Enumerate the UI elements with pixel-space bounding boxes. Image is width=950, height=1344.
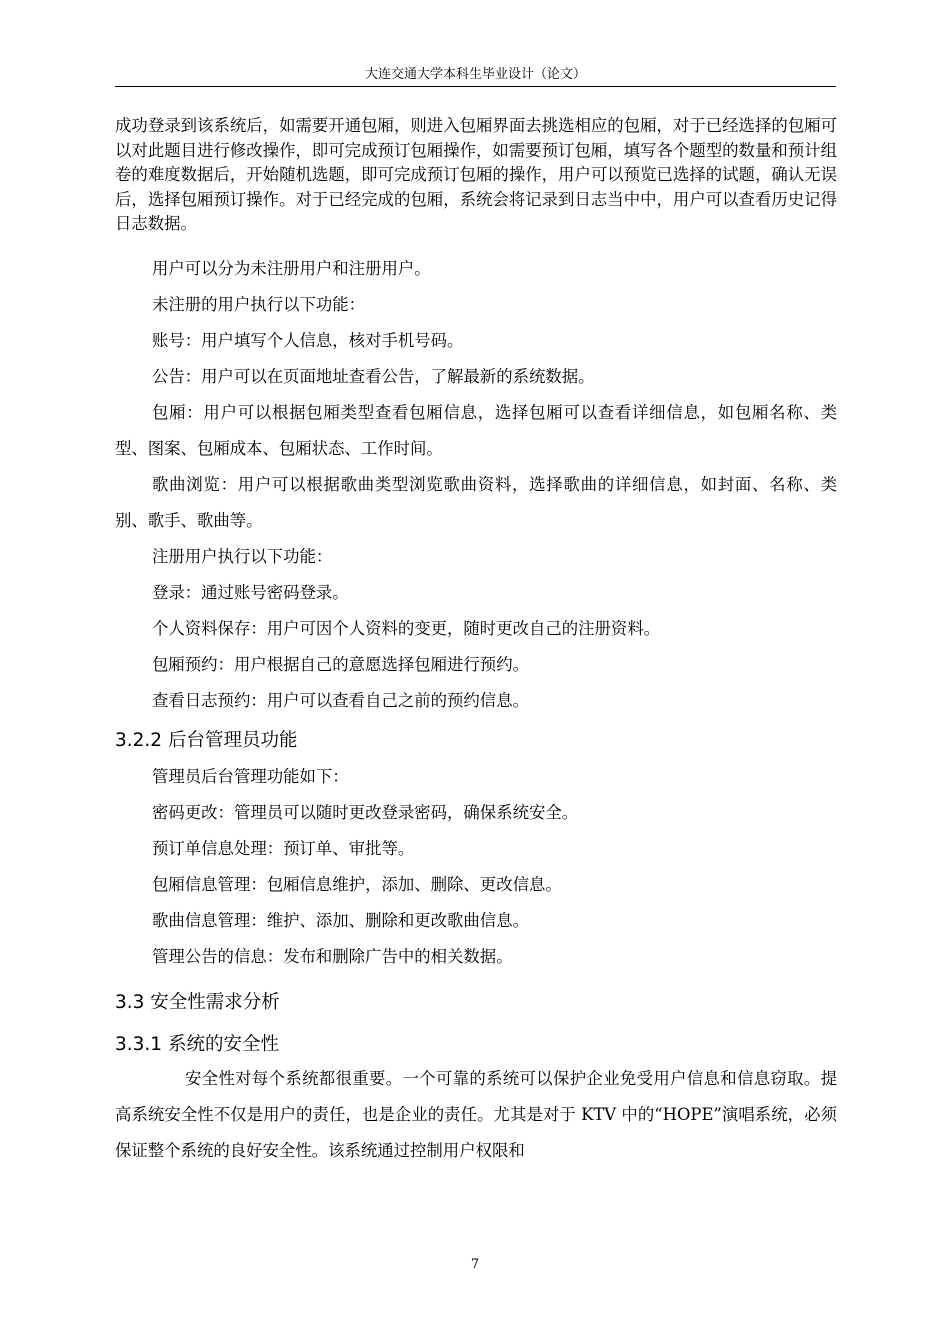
section-heading-admin: 3.2.2 后台管理员功能 xyxy=(115,729,298,751)
paragraph-announcement-management: 管理公告的信息：发布和删除广告中的相关数据。 xyxy=(152,946,513,966)
paragraph-room: 包厢：用户可以根据包厢类型查看包厢信息，选择包厢可以查看详细信息，如包厢名称、类型、图案、包厢成本、包厢状态、工作时间。 xyxy=(115,402,837,458)
paragraph-view-log: 查看日志预约：用户可以查看自己之前的预约信息。 xyxy=(152,690,529,710)
paragraph-profile: 个人资料保存：用户可因个人资料的变更，随时更改自己的注册资料。 xyxy=(152,618,661,638)
paragraph-registered-functions: 注册用户执行以下功能： xyxy=(152,546,333,566)
paragraph-password-change: 密码更改：管理员可以随时更改登录密码，确保系统安全。 xyxy=(152,802,579,822)
paragraph-song-browse: 歌曲浏览：用户可以根据歌曲类型浏览歌曲资料，选择歌曲的详细信息，如封面、名称、类别、歌手、歌曲等。 xyxy=(115,474,837,530)
paragraph-user-types: 用户可以分为未注册用户和注册用户。 xyxy=(152,258,431,278)
section-heading-system-security: 3.3.1 系统的安全性 xyxy=(115,1033,279,1055)
page-number: 7 xyxy=(470,1257,480,1272)
page-body xyxy=(115,114,837,1169)
paragraph-login: 登录：通过账号密码登录。 xyxy=(152,582,349,602)
section-heading-security: 3.3 安全性需求分析 xyxy=(115,991,280,1013)
paragraph-song-management: 歌曲信息管理：维护、添加、删除和更改歌曲信息。 xyxy=(152,910,529,930)
paragraph-room-management: 包厢信息管理：包厢信息维护，添加、删除、更改信息。 xyxy=(152,874,562,894)
paragraph-order-processing: 预订单信息处理：预订单、审批等。 xyxy=(152,838,415,858)
intro-paragraph: 成功登录到该系统后，如需要开通包厢，则进入包厢界面去挑选相应的包厢，对于已经选择的包厢可以对此题目进行修改操作，即可完成预订包厢操作，如需要预订包厢，填写各个题型的数量和预计组卷的难度数据后，开始随机选题，即可完成预订包厢的操作，用户可以预览已选择的试题，确认无误后，选择包厢预订操作。对于已经完成的包厢，系统会将记录到日志当中中，用户可以查看历史记得日志数据。 xyxy=(115,116,837,234)
paragraph-admin-intro: 管理员后台管理功能如下： xyxy=(152,766,349,786)
paragraph-account: 账号：用户填写个人信息，核对手机号码。 xyxy=(152,330,464,350)
paragraph-announcement: 公告：用户可以在页面地址查看公告，了解最新的系统数据。 xyxy=(152,366,595,386)
paragraph-security: 安全性对每个系统都很重要。一个可靠的系统可以保护企业免受用户信息和信息窃取。提高系统安全性不仅是用户的责任，也是企业的责任。尤其是对于 KTV 中的“HOPE”演唱系统，必须保证整个系统的良好安全性。该系统通过控制用户权限和 xyxy=(115,1068,837,1160)
page-header: 大连交通大学本科生毕业设计（论文） xyxy=(115,64,836,87)
paragraph-unregistered-functions: 未注册的用户执行以下功能： xyxy=(152,294,366,314)
paragraph-room-booking: 包厢预约：用户根据自己的意愿选择包厢进行预约。 xyxy=(152,654,529,674)
